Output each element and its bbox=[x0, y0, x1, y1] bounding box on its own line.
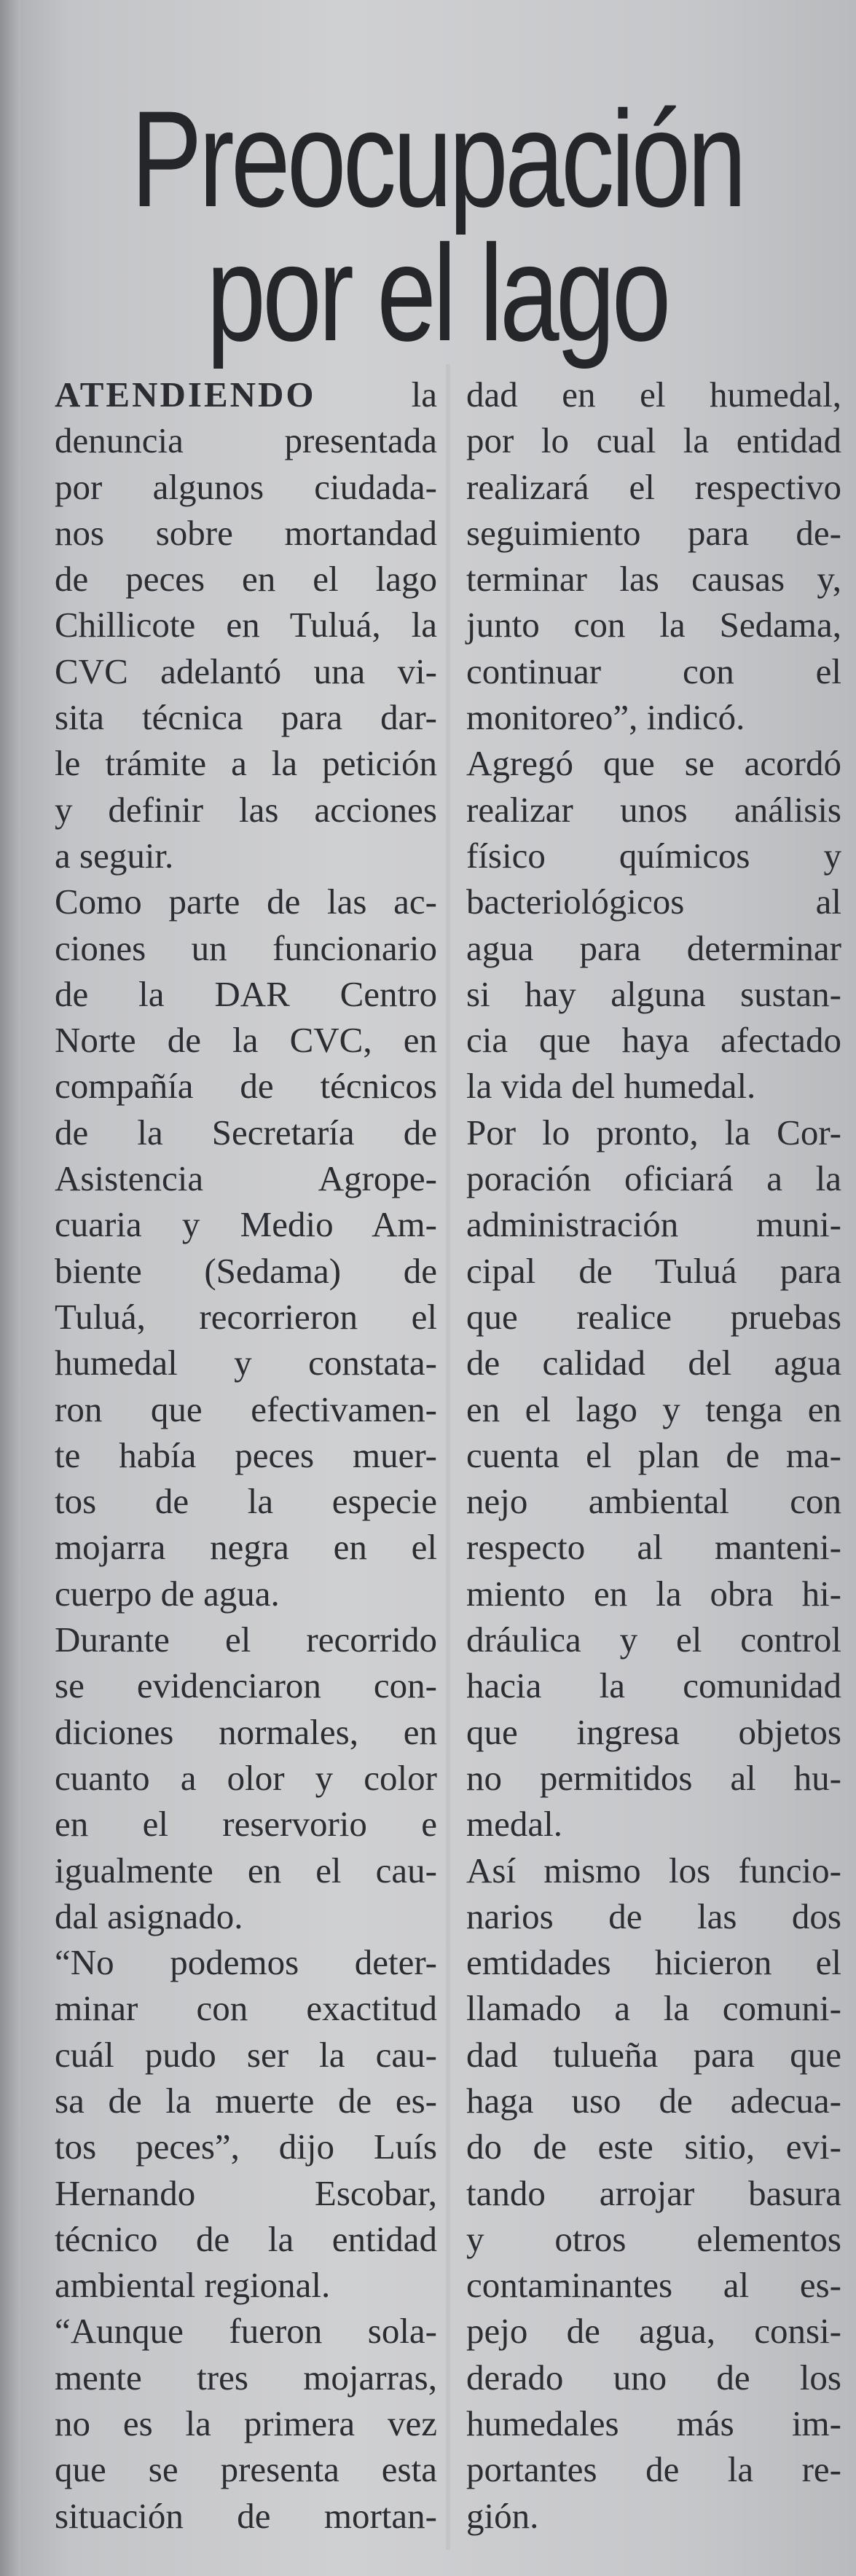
article-line: “Aunque fueron sola- bbox=[55, 2311, 437, 2352]
article-line: y otros elementos bbox=[466, 2218, 841, 2259]
article-line: pejo de agua, consi- bbox=[466, 2311, 841, 2352]
article-line: en el lago y tenga en bbox=[466, 1389, 841, 1429]
article-line: Norte de la CVC, en bbox=[55, 1020, 437, 1061]
article-line: por lo cual la entidad bbox=[466, 420, 841, 461]
article-line: situación de mortan- bbox=[55, 2495, 437, 2536]
article-line: cuenta el plan de ma- bbox=[466, 1434, 841, 1475]
article-headline bbox=[130, 82, 744, 369]
article-line: narios de las dos bbox=[466, 1896, 841, 1936]
article-line: diciones normales, en bbox=[55, 1711, 437, 1752]
article-line: mente tres mojarras, bbox=[55, 2357, 437, 2398]
article-line: tos peces”, dijo Luís bbox=[55, 2127, 437, 2167]
article-line: seguimiento para de- bbox=[466, 512, 841, 553]
article-line: monitoreo”, indicó. bbox=[466, 697, 745, 738]
article-line: compañía de técnicos bbox=[55, 1066, 437, 1107]
article-line: poración oficiará a la bbox=[466, 1158, 841, 1199]
article-line: realizará el respectivo bbox=[466, 466, 841, 507]
article-line: que ingresa objetos bbox=[466, 1711, 841, 1752]
article-line: dad tulueña para que bbox=[466, 2034, 841, 2075]
article-line: mojarra negra en el bbox=[55, 1527, 437, 1568]
article-line: que realice pruebas bbox=[466, 1296, 841, 1337]
article-line: físico químicos y bbox=[466, 835, 841, 876]
article-line: por algunos ciudada- bbox=[55, 466, 437, 507]
article-line: ATENDIENDO la bbox=[55, 374, 437, 415]
article-line: cuaria y Medio Am- bbox=[55, 1204, 437, 1245]
article-line: emtidades hicieron el bbox=[466, 1942, 841, 1983]
article-line: cia que haya afectado bbox=[466, 1020, 841, 1061]
article-line: se evidenciaron con- bbox=[55, 1665, 437, 1706]
article-line: cuerpo de agua. bbox=[55, 1573, 280, 1614]
article-line: a seguir. bbox=[55, 835, 174, 876]
article-line: biente (Sedama) de bbox=[55, 1250, 437, 1291]
article-line: junto con la Sedama, bbox=[466, 605, 841, 645]
article-line: respecto al manteni- bbox=[466, 1527, 841, 1568]
article-line: ron que efectivamen- bbox=[55, 1389, 437, 1429]
article-line: Tuluá, recorrieron el bbox=[55, 1296, 437, 1337]
article-line: CVC adelantó una vi- bbox=[55, 651, 437, 691]
page-edge-shadow bbox=[0, 0, 20, 2576]
article-line: Por lo pronto, la Cor- bbox=[466, 1112, 841, 1152]
article-line: humedales más im- bbox=[466, 2403, 841, 2444]
article-line: dal asignado. bbox=[55, 1896, 243, 1936]
article-line: de peces en el lago bbox=[55, 559, 437, 600]
article-line: en el reservorio e bbox=[55, 1804, 437, 1845]
article-line: tos de la especie bbox=[55, 1481, 437, 1522]
article-line: igualmente en el cau- bbox=[55, 1850, 437, 1890]
article-line: hacia la comunidad bbox=[466, 1665, 841, 1706]
article-line: miento en la obra hi- bbox=[466, 1573, 841, 1614]
article-line: cuál pudo ser la cau- bbox=[55, 2034, 437, 2075]
article-line: bacteriológicos al bbox=[466, 881, 841, 922]
article-line: ciones un funcionario bbox=[55, 927, 437, 968]
article-line: Durante el recorrido bbox=[55, 1619, 437, 1660]
article-column-right bbox=[466, 372, 841, 2539]
article-line: Chillicote en Tuluá, la bbox=[55, 605, 437, 645]
article-line: denuncia presentada bbox=[55, 420, 437, 461]
article-line: nejo ambiental con bbox=[466, 1481, 841, 1522]
article-line: llamado a la comuni- bbox=[466, 1988, 841, 2029]
article-line: sita técnica para dar- bbox=[55, 697, 437, 738]
article-line: ambiental regional. bbox=[55, 2265, 331, 2306]
article-line: no es la primera vez bbox=[55, 2403, 437, 2444]
article-line: le trámite a la petición bbox=[55, 743, 437, 784]
article-line: haga uso de adecua- bbox=[466, 2080, 841, 2121]
article-line: nos sobre mortandad bbox=[55, 512, 437, 553]
article-line: “No podemos deter- bbox=[55, 1942, 437, 1983]
article-line: Agregó que se acordó bbox=[466, 743, 841, 784]
article-line: minar con exactitud bbox=[55, 1988, 437, 2029]
column-gutter bbox=[446, 364, 450, 2550]
article-line: que se presenta esta bbox=[55, 2449, 437, 2490]
article-line: Asistencia Agrope- bbox=[55, 1158, 437, 1199]
article-column-left bbox=[55, 372, 437, 2539]
headline-line-1: Preocupación bbox=[130, 82, 744, 235]
article-line: continuar con el bbox=[466, 651, 841, 691]
article-line: administración muni- bbox=[466, 1204, 841, 1245]
article-line: Hernando Escobar, bbox=[55, 2172, 437, 2213]
article-line: medal. bbox=[466, 1804, 562, 1845]
article-line: sa de la muerte de es- bbox=[55, 2080, 437, 2121]
article-line: de calidad del agua bbox=[466, 1343, 841, 1383]
article-line: te había peces muer- bbox=[55, 1434, 437, 1475]
headline-line-2: por el lago bbox=[206, 216, 668, 369]
article-line: dad en el humedal, bbox=[466, 374, 841, 415]
article-line: y definir las acciones bbox=[55, 789, 437, 830]
article-line: gión. bbox=[466, 2495, 539, 2536]
article-line: tando arrojar basura bbox=[466, 2172, 841, 2213]
article-line: agua para determinar bbox=[466, 927, 841, 968]
article-line: do de este sitio, evi- bbox=[466, 2127, 841, 2167]
article-line: de la Secretaría de bbox=[55, 1112, 437, 1152]
article-line: cuanto a olor y color bbox=[55, 1757, 437, 1798]
article-line: cipal de Tuluá para bbox=[466, 1250, 841, 1291]
article-line: derado uno de los bbox=[466, 2357, 841, 2398]
article-line: dráulica y el control bbox=[466, 1619, 841, 1660]
article-line: realizar unos análisis bbox=[466, 789, 841, 830]
article-line: técnico de la entidad bbox=[55, 2218, 437, 2259]
article-line: terminar las causas y, bbox=[466, 559, 841, 600]
article-line: humedal y constata- bbox=[55, 1343, 437, 1383]
article-line: de la DAR Centro bbox=[55, 973, 437, 1014]
article-line: Así mismo los funcio- bbox=[466, 1850, 841, 1890]
article-line: Como parte de las ac- bbox=[55, 881, 437, 922]
article-line: la vida del humedal. bbox=[466, 1066, 756, 1107]
article-line: contaminantes al es- bbox=[466, 2265, 841, 2306]
article-line: portantes de la re- bbox=[466, 2449, 841, 2490]
article-line: si hay alguna sustan- bbox=[466, 973, 841, 1014]
article-line: no permitidos al hu- bbox=[466, 1757, 841, 1798]
lead-word: ATENDIENDO bbox=[55, 374, 316, 415]
